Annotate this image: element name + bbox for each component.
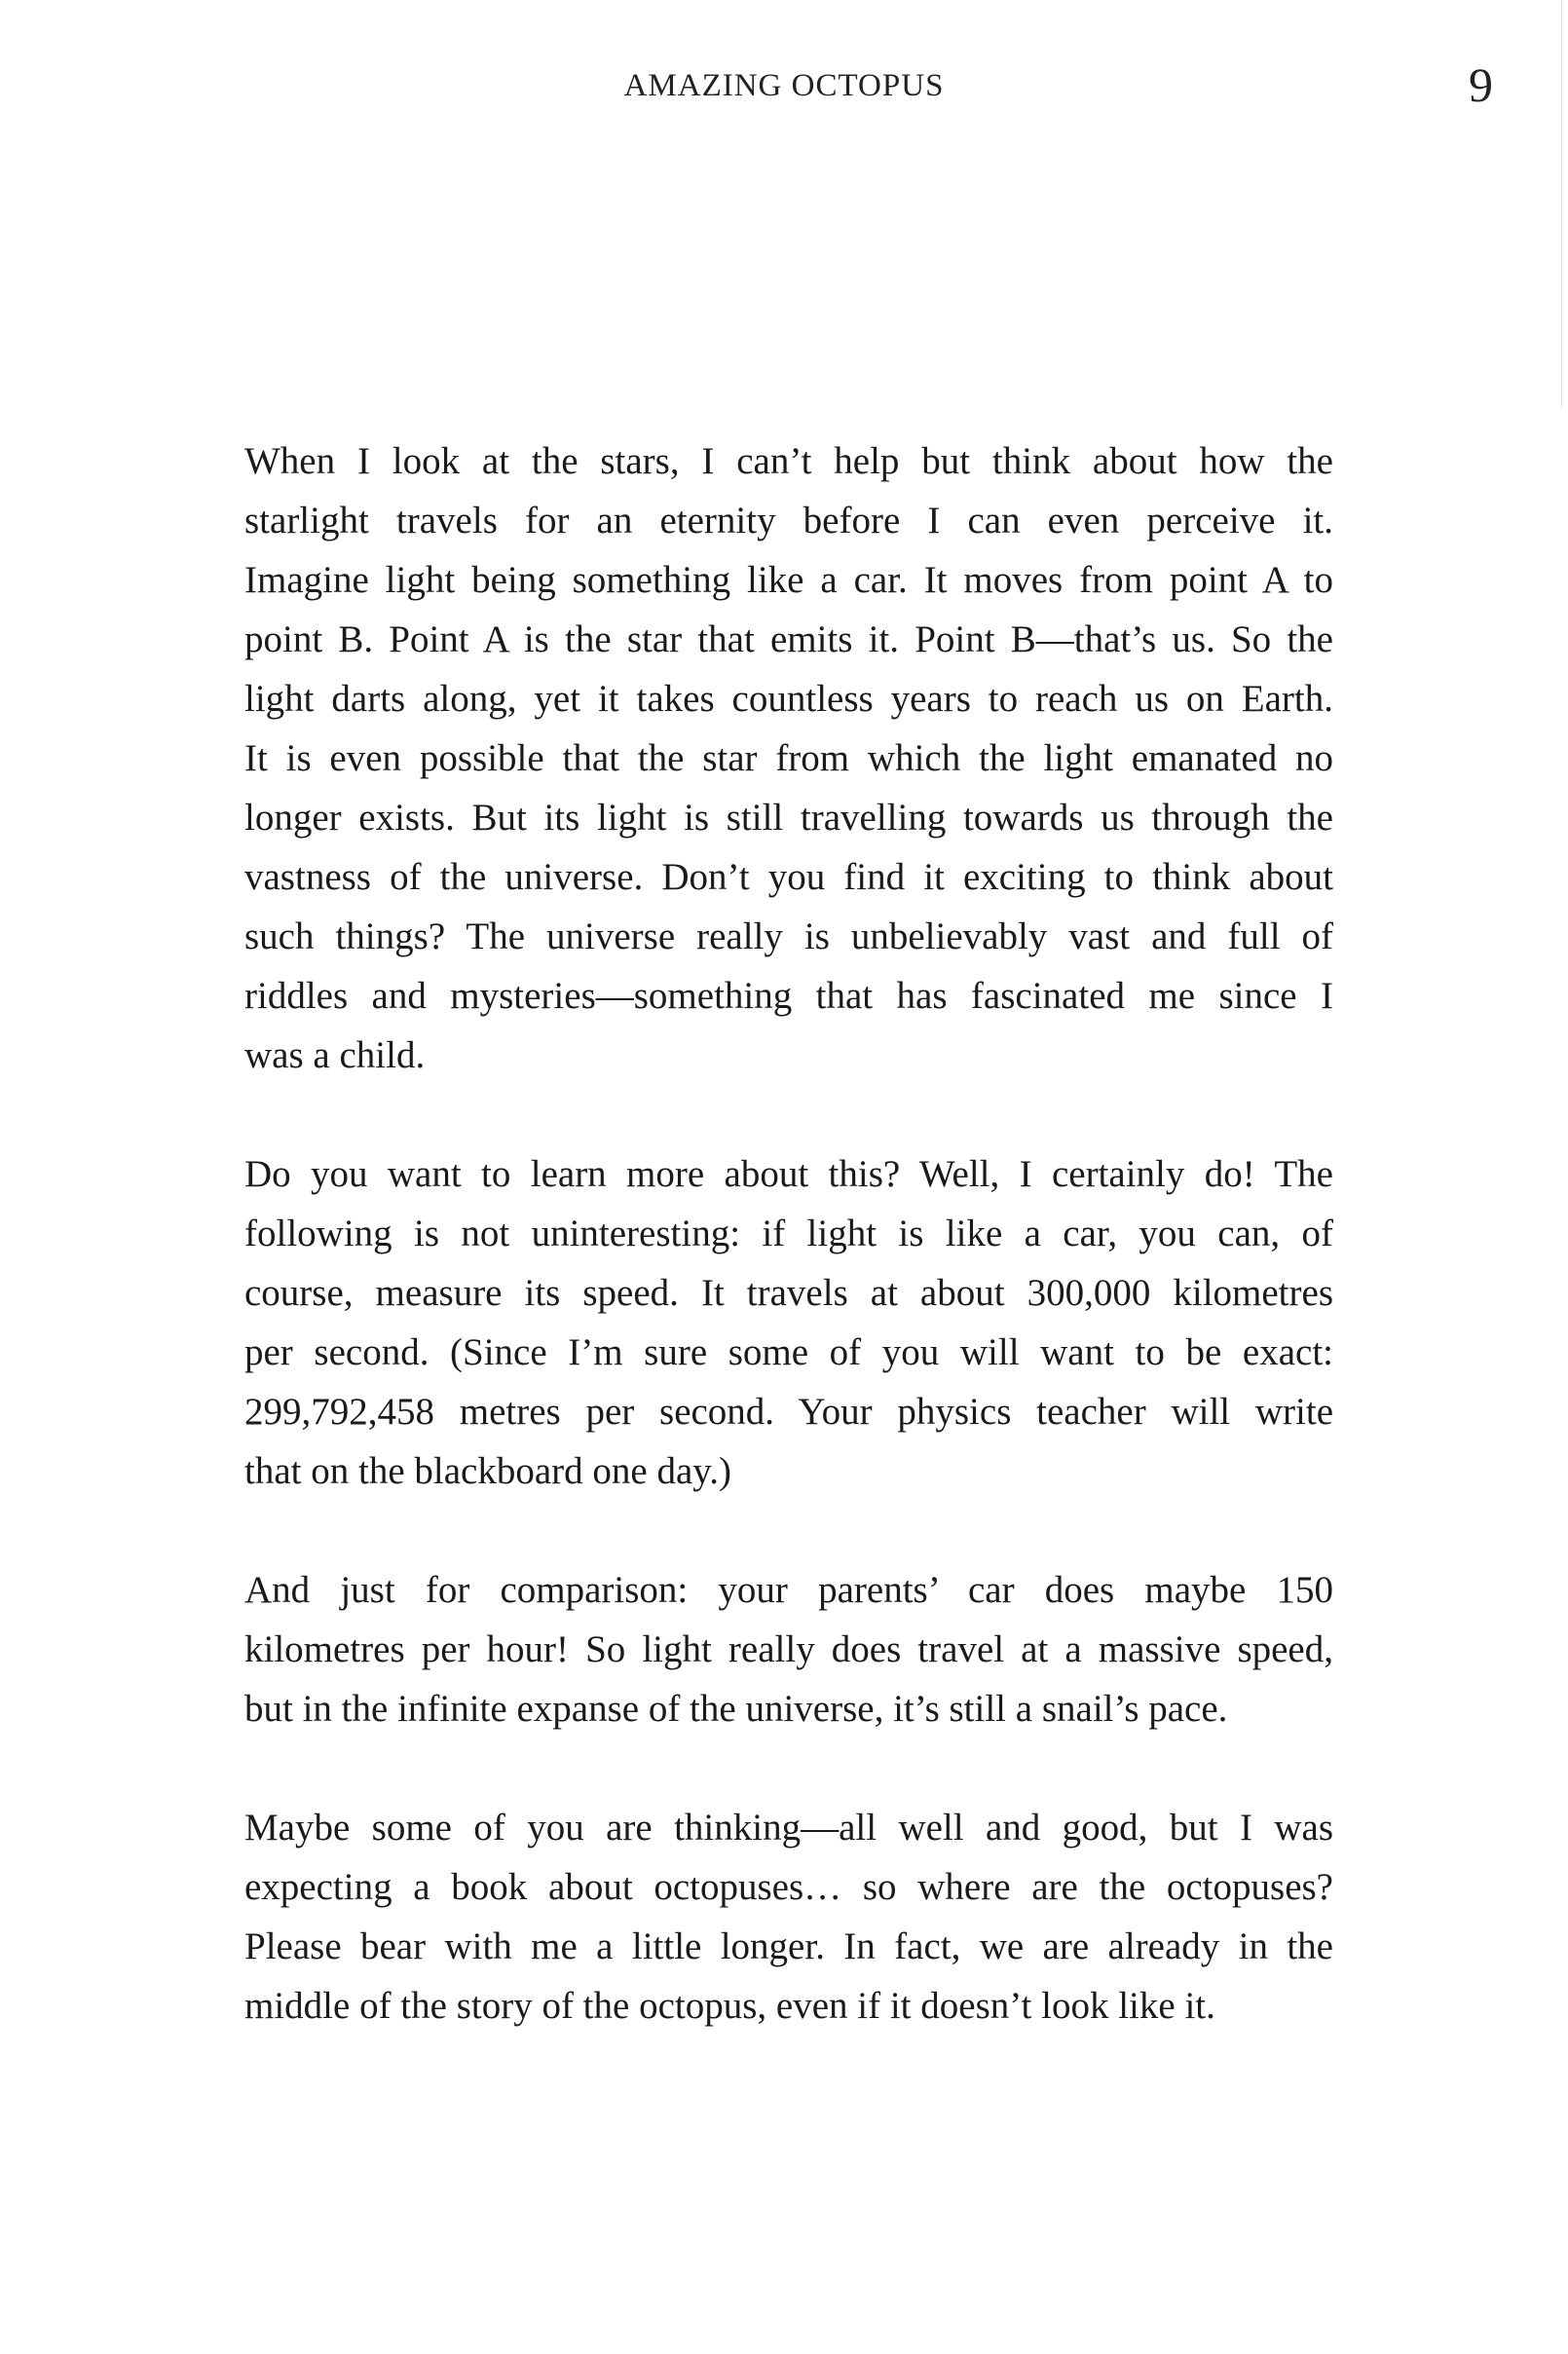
text-line: course, measure its speed. It travels at about 300,000 kilometres xyxy=(244,1272,1333,1314)
text-line: that on the blackboard one day.) xyxy=(244,1450,731,1492)
text-line: Maybe some of you are thinking—all well and good, but I was xyxy=(244,1807,1333,1849)
paragraph xyxy=(244,431,1333,1085)
text-line: Do you want to learn more about this? Well, I certainly do! The xyxy=(244,1153,1333,1195)
text-line: light darts along, yet it takes countless years to reach us on Earth. xyxy=(244,678,1333,720)
text-line: was a child. xyxy=(244,1034,426,1076)
text-line: but in the infinite expanse of the universe, it’s still a snail’s pace. xyxy=(244,1688,1228,1730)
paragraph xyxy=(244,1798,1333,2036)
paragraph xyxy=(244,1560,1333,1738)
text-line: following is not uninteresting: if light is like a car, you can, of xyxy=(244,1213,1333,1254)
text-line: Please bear with me a little longer. In fact, we are already in the xyxy=(244,1925,1333,1967)
page-edge xyxy=(1561,0,1562,409)
text-line: starlight travels for an eternity before I can even perceive it. xyxy=(244,500,1333,542)
paragraph-gap xyxy=(244,1501,1333,1560)
text-line: kilometres per hour! So light really does travel at a massive speed, xyxy=(244,1628,1333,1670)
text-line: When I look at the stars, I can’t help but think about how the xyxy=(244,440,1333,482)
text-line: And just for comparison: your parents’ car does maybe 150 xyxy=(244,1569,1333,1611)
text-line: point B. Point A is the star that emits it. Point B—that’s us. So the xyxy=(244,618,1333,660)
text-line: riddles and mysteries—something that has fascinated me since I xyxy=(244,975,1333,1017)
running-header: AMAZING OCTOPUS xyxy=(623,68,945,103)
paragraph-gap xyxy=(244,1085,1333,1144)
text-line: middle of the story of the octopus, even if it doesn’t look like it. xyxy=(244,1985,1215,2027)
body-text xyxy=(244,431,1333,2036)
page-number: 9 xyxy=(1469,57,1493,112)
text-line: 299,792,458 metres per second. Your physics teacher will write xyxy=(244,1391,1333,1433)
text-line: vastness of the universe. Don’t you find it exciting to think about xyxy=(244,856,1333,898)
text-line: expecting a book about octopuses… so where are the octopuses? xyxy=(244,1866,1333,1908)
text-line: such things? The universe really is unbelievably vast and full of xyxy=(244,915,1333,957)
paragraph-gap xyxy=(244,1738,1333,1798)
text-line: It is even possible that the star from which the light emanated no xyxy=(244,737,1333,779)
paragraph xyxy=(244,1144,1333,1501)
text-line: Imagine light being something like a car. It moves from point A to xyxy=(244,559,1333,601)
text-line: longer exists. But its light is still travelling towards us through the xyxy=(244,797,1333,839)
text-line: per second. (Since I’m sure some of you will want to be exact: xyxy=(244,1331,1333,1373)
